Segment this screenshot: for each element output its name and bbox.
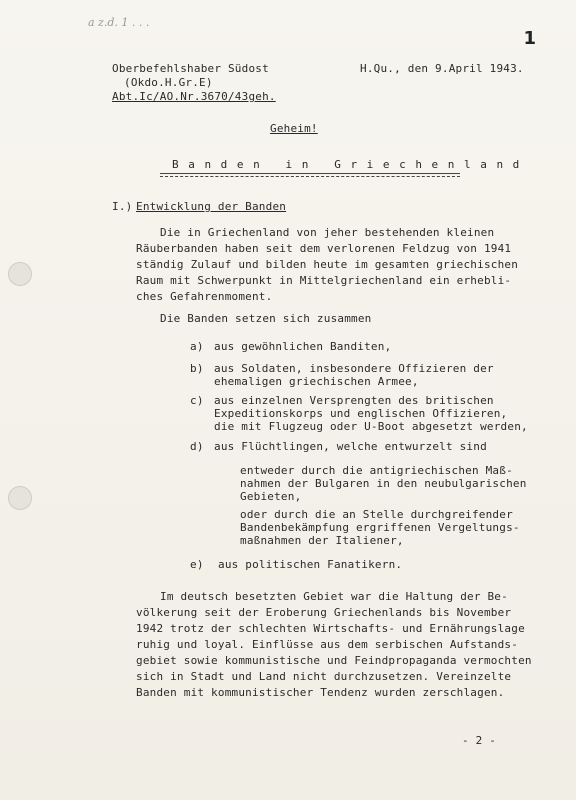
- classification: Geheim!: [270, 122, 318, 135]
- title-underline: [160, 173, 460, 174]
- sub-d2-line: maßnahmen der Italiener,: [240, 534, 404, 547]
- sender-line-2: (Okdo.H.Gr.E): [124, 76, 213, 89]
- sub-d2-line: Bandenbekämpfung ergriffenen Vergeltungs-: [240, 521, 520, 534]
- next-page-marker: - 2 -: [462, 734, 497, 747]
- sub-d1-line: nahmen der Bulgaren in den neubulgarischen: [240, 477, 527, 490]
- page-number: 1: [523, 28, 536, 49]
- para1-line: ches Gefahrenmoment.: [136, 290, 273, 303]
- title-underline-2: [160, 176, 460, 177]
- sender-line-3: Abt.Ic/AO.Nr.3670/43geh.: [112, 90, 276, 103]
- para2-line: gebiet sowie kommunistische und Feindpropaganda vermochten: [136, 654, 532, 667]
- handwritten-note: a z.d. 1 . . .: [88, 16, 150, 29]
- para2-line: 1942 trotz der schlechten Wirtschafts- und Ernährungslage: [136, 622, 525, 635]
- para2-line: Im deutsch besetzten Gebiet war die Haltung der Be-: [160, 590, 508, 603]
- section-heading: Entwicklung der Banden: [136, 200, 287, 213]
- sub-d2-line: oder durch die an Stelle durchgreifender: [240, 508, 513, 521]
- item-line: aus Flüchtlingen, welche entwurzelt sind: [214, 440, 487, 453]
- para1-line: ständig Zulauf und bilden heute im gesamten griechischen: [136, 258, 519, 271]
- item-letter: e): [190, 558, 204, 571]
- item-letter: b): [190, 362, 204, 375]
- para2-line: ruhig und loyal. Einflüsse aus dem serbischen Aufstands-: [136, 638, 519, 651]
- punch-hole-top: [8, 262, 32, 286]
- place-date: H.Qu., den 9.April 1943.: [360, 62, 524, 75]
- section-number: I.): [112, 200, 133, 213]
- item-line: Expeditionskorps und englischen Offizieren,: [214, 407, 508, 420]
- sub-d1-line: Gebieten,: [240, 490, 302, 503]
- para2-line: sich in Stadt und Land nicht durchzusetzen. Vereinzelte: [136, 670, 512, 683]
- document-title: Banden in Griechenland: [172, 158, 529, 171]
- sender-line-1: Oberbefehlshaber Südost: [112, 62, 269, 75]
- sub-d1-line: entweder durch die antigriechischen Maß-: [240, 464, 513, 477]
- item-line: die mit Flugzeug oder U-Boot abgesetzt werden,: [214, 420, 528, 433]
- item-line: aus einzelnen Versprengten des britischen: [214, 394, 494, 407]
- para2-line: Banden mit kommunistischer Tendenz wurden zerschlagen.: [136, 686, 505, 699]
- para2-line: völkerung seit der Eroberung Griechenlands bis November: [136, 606, 512, 619]
- para1-line: Raum mit Schwerpunkt in Mittelgriechenland ein erhebli-: [136, 274, 512, 287]
- item-letter: a): [190, 340, 204, 353]
- item-line: aus Soldaten, insbesondere Offizieren der: [214, 362, 494, 375]
- item-line: aus politischen Fanatikern.: [218, 558, 403, 571]
- item-line: aus gewöhnlichen Banditen,: [214, 340, 392, 353]
- para1-line: Räuberbanden haben seit dem verlorenen Feldzug von 1941: [136, 242, 512, 255]
- item-letter: d): [190, 440, 204, 453]
- list-intro: Die Banden setzen sich zusammen: [160, 312, 372, 325]
- item-line: ehemaligen griechischen Armee,: [214, 375, 419, 388]
- punch-hole-bottom: [8, 486, 32, 510]
- para1-line: Die in Griechenland von jeher bestehenden kleinen: [160, 226, 495, 239]
- item-letter: c): [190, 394, 204, 407]
